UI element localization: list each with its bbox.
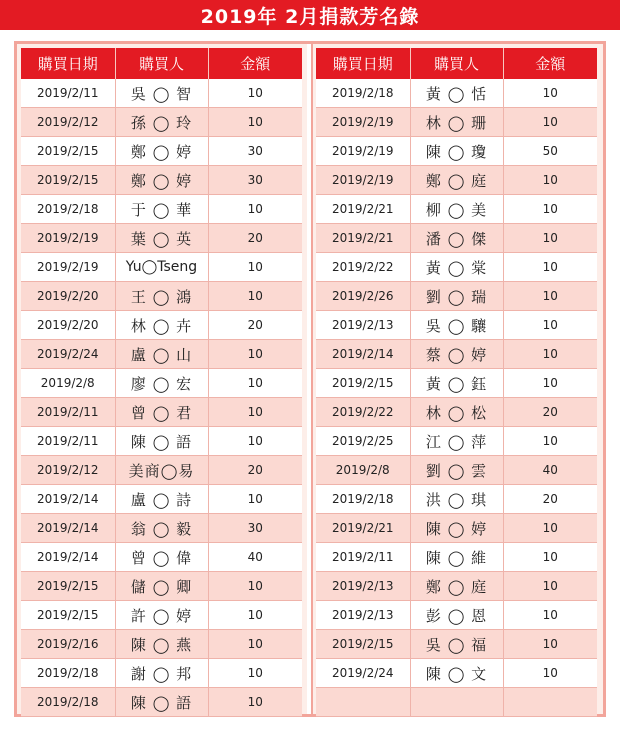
- amount-cell: [503, 688, 597, 717]
- buyer-cell: 曾 ◯ 君: [115, 398, 208, 427]
- buyer-cell: 盧 ◯ 詩: [115, 485, 208, 514]
- amount-cell: 10: [503, 224, 597, 253]
- table-row: [21, 659, 302, 688]
- header-buyer: 購買人: [410, 48, 503, 79]
- table-row: [21, 543, 302, 572]
- donation-table-left: [21, 48, 302, 712]
- amount-cell: 40: [208, 543, 302, 572]
- date-cell: 2019/2/16: [21, 630, 115, 659]
- date-cell: 2019/2/19: [21, 224, 115, 253]
- amount-cell: 10: [208, 79, 302, 108]
- amount-cell: 10: [503, 514, 597, 543]
- table-row: [316, 514, 597, 543]
- date-cell: 2019/2/15: [21, 137, 115, 166]
- table-row: [21, 108, 302, 137]
- date-cell: 2019/2/18: [21, 195, 115, 224]
- date-cell: 2019/2/15: [21, 572, 115, 601]
- amount-cell: 10: [208, 340, 302, 369]
- amount-cell: 10: [503, 311, 597, 340]
- date-cell: 2019/2/11: [316, 543, 410, 572]
- table-row: [316, 137, 597, 166]
- date-cell: 2019/2/13: [316, 572, 410, 601]
- amount-cell: 20: [503, 398, 597, 427]
- table-row: [316, 340, 597, 369]
- amount-cell: 30: [208, 514, 302, 543]
- table-row: [316, 398, 597, 427]
- table-row: [21, 398, 302, 427]
- table-row: [21, 485, 302, 514]
- date-cell: 2019/2/15: [316, 630, 410, 659]
- column-divider-line: [311, 44, 313, 714]
- buyer-cell: 鄭 ◯ 婷: [115, 137, 208, 166]
- date-cell: 2019/2/19: [316, 166, 410, 195]
- table-row: [21, 340, 302, 369]
- amount-cell: 10: [503, 572, 597, 601]
- date-cell: 2019/2/18: [316, 485, 410, 514]
- date-cell: 2019/2/21: [316, 195, 410, 224]
- header-date: 購買日期: [21, 48, 115, 79]
- buyer-cell: 江 ◯ 萍: [410, 427, 503, 456]
- table-row: [21, 253, 302, 282]
- buyer-cell: 黃 ◯ 鈺: [410, 369, 503, 398]
- amount-cell: 10: [208, 601, 302, 630]
- date-cell: 2019/2/13: [316, 311, 410, 340]
- donation-table-right: [316, 48, 597, 712]
- buyer-cell: 陳 ◯ 語: [115, 427, 208, 456]
- table-row: [21, 166, 302, 195]
- date-cell: 2019/2/25: [316, 427, 410, 456]
- header-amount: 金額: [503, 48, 597, 79]
- table-row: [21, 224, 302, 253]
- buyer-cell: 陳 ◯ 維: [410, 543, 503, 572]
- amount-cell: 10: [503, 630, 597, 659]
- buyer-cell: 孫 ◯ 玲: [115, 108, 208, 137]
- buyer-cell: 鄭 ◯ 庭: [410, 166, 503, 195]
- table-row: [316, 456, 597, 485]
- amount-cell: 10: [503, 79, 597, 108]
- date-cell: 2019/2/19: [316, 108, 410, 137]
- date-cell: 2019/2/13: [316, 601, 410, 630]
- date-cell: 2019/2/14: [21, 485, 115, 514]
- amount-cell: 10: [208, 659, 302, 688]
- table-row: [21, 427, 302, 456]
- date-cell: 2019/2/12: [21, 456, 115, 485]
- amount-cell: 20: [503, 485, 597, 514]
- amount-cell: 10: [503, 601, 597, 630]
- amount-cell: 10: [208, 369, 302, 398]
- amount-cell: 10: [503, 543, 597, 572]
- date-cell: 2019/2/15: [316, 369, 410, 398]
- buyer-cell: 于 ◯ 華: [115, 195, 208, 224]
- amount-cell: 50: [503, 137, 597, 166]
- table-row: [21, 572, 302, 601]
- buyer-cell: 王 ◯ 鴻: [115, 282, 208, 311]
- buyer-cell: 許 ◯ 婷: [115, 601, 208, 630]
- amount-cell: 10: [503, 340, 597, 369]
- buyer-cell: 陳 ◯ 燕: [115, 630, 208, 659]
- amount-cell: 10: [208, 195, 302, 224]
- amount-cell: 10: [208, 108, 302, 137]
- buyer-cell: 劉 ◯ 瑞: [410, 282, 503, 311]
- date-cell: 2019/2/11: [21, 79, 115, 108]
- date-cell: 2019/2/12: [21, 108, 115, 137]
- amount-cell: 30: [208, 137, 302, 166]
- table-row: [316, 485, 597, 514]
- buyer-cell: 鄭 ◯ 婷: [115, 166, 208, 195]
- amount-cell: 10: [503, 253, 597, 282]
- table-row: [316, 688, 597, 717]
- buyer-cell: 林 ◯ 松: [410, 398, 503, 427]
- table-row: [21, 456, 302, 485]
- table-row: [21, 601, 302, 630]
- amount-cell: 10: [208, 427, 302, 456]
- amount-cell: 10: [208, 688, 302, 717]
- buyer-cell: Yu◯Tseng: [115, 253, 208, 282]
- amount-cell: 20: [208, 224, 302, 253]
- buyer-cell: 盧 ◯ 山: [115, 340, 208, 369]
- buyer-cell: 曾 ◯ 偉: [115, 543, 208, 572]
- buyer-cell: 劉 ◯ 雲: [410, 456, 503, 485]
- date-cell: 2019/2/24: [316, 659, 410, 688]
- table-row: [316, 282, 597, 311]
- table-row: [316, 224, 597, 253]
- buyer-cell: 陳 ◯ 瓊: [410, 137, 503, 166]
- amount-cell: 10: [208, 630, 302, 659]
- table-row: [21, 79, 302, 108]
- table-row: [316, 195, 597, 224]
- table-row: [316, 311, 597, 340]
- table-row: [21, 195, 302, 224]
- left-table-body: [21, 79, 302, 717]
- table-row: [316, 630, 597, 659]
- amount-cell: 40: [503, 456, 597, 485]
- buyer-cell: 美商◯易: [115, 456, 208, 485]
- table-row: [316, 543, 597, 572]
- table-row: [21, 688, 302, 717]
- date-cell: 2019/2/14: [316, 340, 410, 369]
- header-buyer: 購買人: [115, 48, 208, 79]
- buyer-cell: 洪 ◯ 琪: [410, 485, 503, 514]
- amount-cell: 30: [208, 166, 302, 195]
- table-row: [21, 282, 302, 311]
- table-row: [21, 514, 302, 543]
- date-cell: 2019/2/22: [316, 253, 410, 282]
- date-cell: [316, 688, 410, 717]
- buyer-cell: 彭 ◯ 恩: [410, 601, 503, 630]
- amount-cell: 20: [208, 456, 302, 485]
- amount-cell: 10: [208, 253, 302, 282]
- date-cell: 2019/2/22: [316, 398, 410, 427]
- amount-cell: 10: [503, 659, 597, 688]
- right-table-body: [316, 79, 597, 717]
- table-row: [316, 659, 597, 688]
- table-row: [21, 630, 302, 659]
- date-cell: 2019/2/15: [21, 166, 115, 195]
- date-cell: 2019/2/26: [316, 282, 410, 311]
- buyer-cell: 陳 ◯ 文: [410, 659, 503, 688]
- table-row: [316, 108, 597, 137]
- buyer-cell: 陳 ◯ 婷: [410, 514, 503, 543]
- date-cell: 2019/2/11: [21, 398, 115, 427]
- table-row: [316, 601, 597, 630]
- amount-cell: 10: [503, 108, 597, 137]
- buyer-cell: 林 ◯ 卉: [115, 311, 208, 340]
- amount-cell: 10: [503, 195, 597, 224]
- amount-cell: 10: [208, 485, 302, 514]
- amount-cell: 10: [503, 282, 597, 311]
- buyer-cell: 潘 ◯ 傑: [410, 224, 503, 253]
- table-row: [316, 572, 597, 601]
- buyer-cell: 陳 ◯ 語: [115, 688, 208, 717]
- page-title: 2019年 2月捐款芳名錄: [0, 0, 620, 30]
- date-cell: 2019/2/24: [21, 340, 115, 369]
- date-cell: 2019/2/20: [21, 311, 115, 340]
- buyer-cell: 廖 ◯ 宏: [115, 369, 208, 398]
- amount-cell: 20: [208, 311, 302, 340]
- buyer-cell: 儲 ◯ 卿: [115, 572, 208, 601]
- amount-cell: 10: [503, 369, 597, 398]
- date-cell: 2019/2/21: [316, 224, 410, 253]
- amount-cell: 10: [208, 398, 302, 427]
- buyer-cell: 翁 ◯ 毅: [115, 514, 208, 543]
- table-row: [316, 369, 597, 398]
- header-date: 購買日期: [316, 48, 410, 79]
- amount-cell: 10: [503, 166, 597, 195]
- table-row: [316, 79, 597, 108]
- date-cell: 2019/2/14: [21, 514, 115, 543]
- table-row: [21, 369, 302, 398]
- date-cell: 2019/2/8: [21, 369, 115, 398]
- table-row: [316, 427, 597, 456]
- amount-cell: 10: [208, 572, 302, 601]
- date-cell: 2019/2/18: [21, 688, 115, 717]
- date-cell: 2019/2/19: [21, 253, 115, 282]
- table-row: [316, 253, 597, 282]
- buyer-cell: 葉 ◯ 英: [115, 224, 208, 253]
- table-row: [21, 137, 302, 166]
- buyer-cell: 柳 ◯ 美: [410, 195, 503, 224]
- table-row: [21, 311, 302, 340]
- date-cell: 2019/2/18: [21, 659, 115, 688]
- buyer-cell: 吳 ◯ 智: [115, 79, 208, 108]
- date-cell: 2019/2/8: [316, 456, 410, 485]
- buyer-cell: 黃 ◯ 棠: [410, 253, 503, 282]
- date-cell: 2019/2/11: [21, 427, 115, 456]
- date-cell: 2019/2/19: [316, 137, 410, 166]
- buyer-cell: 吳 ◯ 驤: [410, 311, 503, 340]
- date-cell: 2019/2/21: [316, 514, 410, 543]
- date-cell: 2019/2/20: [21, 282, 115, 311]
- buyer-cell: [410, 688, 503, 717]
- buyer-cell: 謝 ◯ 邦: [115, 659, 208, 688]
- buyer-cell: 黃 ◯ 恬: [410, 79, 503, 108]
- amount-cell: 10: [208, 282, 302, 311]
- date-cell: 2019/2/14: [21, 543, 115, 572]
- buyer-cell: 林 ◯ 珊: [410, 108, 503, 137]
- buyer-cell: 蔡 ◯ 婷: [410, 340, 503, 369]
- buyer-cell: 吳 ◯ 福: [410, 630, 503, 659]
- amount-cell: 10: [503, 427, 597, 456]
- table-row: [316, 166, 597, 195]
- header-amount: 金額: [208, 48, 302, 79]
- date-cell: 2019/2/15: [21, 601, 115, 630]
- date-cell: 2019/2/18: [316, 79, 410, 108]
- buyer-cell: 鄭 ◯ 庭: [410, 572, 503, 601]
